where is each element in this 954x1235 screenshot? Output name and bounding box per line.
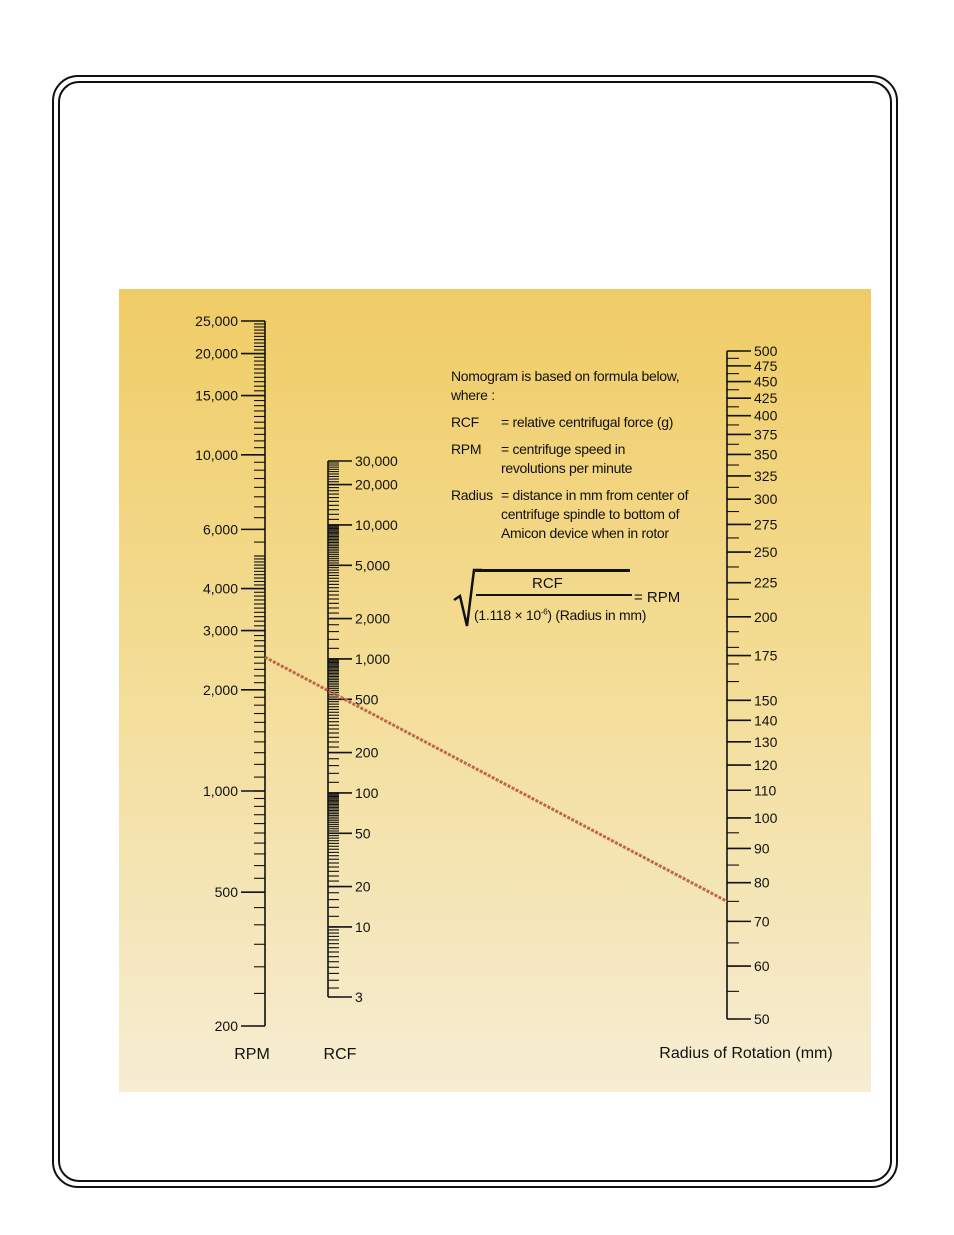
rpm-tick-label: 10,000 (195, 446, 238, 463)
radius-tick-label: 500 (754, 343, 778, 359)
radius-tick-label: 225 (754, 574, 778, 591)
rpm-tick-label: 15,000 (195, 387, 238, 404)
rpm-tick-label: 6,000 (202, 521, 238, 538)
rcf-tick-label: 10 (355, 918, 371, 935)
radius-tick-label: 250 (754, 544, 778, 561)
formula-result: = RPM (634, 589, 681, 606)
formula-denominator-end: ) (Radius in mm) (547, 607, 647, 623)
radius-tick-label: 175 (754, 647, 778, 664)
legend-rcf-term: RCF (451, 414, 479, 430)
legend-rpm-def: = centrifuge speed in revolutions per minute (501, 441, 633, 476)
rpm-axis-title: RPM (234, 1046, 270, 1063)
rpm-tick-label: 4,000 (202, 580, 238, 597)
rpm-tick-label: 500 (214, 884, 238, 901)
legend-intro: Nomogram is based on formula below, where : (451, 368, 680, 403)
rpm-scale (195, 313, 265, 1034)
example-alignment-line (265, 657, 727, 901)
rpm-formula (452, 566, 682, 630)
formula-denominator-start: (1.118 × 10 (474, 607, 541, 623)
rcf-tick-label: 50 (355, 825, 371, 842)
radius-tick-label: 200 (754, 608, 778, 625)
radius-tick-label: 110 (754, 782, 777, 799)
radius-tick-label: 300 (754, 491, 778, 508)
rpm-tick-label: 25,000 (195, 313, 238, 329)
formula-exponent: -6 (540, 607, 548, 617)
radius-tick-label: 400 (754, 407, 778, 424)
radius-tick-label: 130 (754, 733, 778, 750)
rcf-tick-label: 200 (355, 744, 379, 761)
rcf-tick-label: 3 (355, 989, 363, 1005)
radius-tick-label: 350 (754, 446, 778, 463)
radical-bar (474, 569, 630, 572)
radius-tick-label: 120 (754, 757, 778, 774)
radius-tick-label: 100 (754, 809, 778, 826)
rpm-tick-label: 1,000 (202, 783, 238, 799)
radius-axis-title: Radius of Rotation (mm) (659, 1045, 833, 1062)
radius-tick-label: 450 (754, 373, 778, 390)
rcf-axis-title: RCF (323, 1046, 357, 1063)
rpm-tick-label: 200 (214, 1018, 238, 1034)
radius-tick-label: 70 (754, 913, 770, 930)
rcf-tick-label: 30,000 (355, 453, 398, 469)
legend-rcf-def: = relative centrifugal force (g) (501, 414, 674, 430)
rcf-tick-label: 10,000 (355, 516, 398, 533)
radius-tick-label: 325 (754, 467, 778, 484)
rcf-tick-label: 500 (355, 691, 379, 708)
rcf-tick-label: 5,000 (355, 557, 391, 574)
legend-rpm (451, 440, 691, 478)
rcf-tick-label: 20 (355, 878, 371, 895)
radius-tick-label: 60 (754, 958, 770, 975)
fraction-bar (476, 594, 632, 596)
rpm-tick-label: 3,000 (202, 622, 238, 639)
radius-tick-label: 140 (754, 712, 778, 729)
rcf-tick-label: 2,000 (355, 610, 391, 627)
rpm-tick-label: 2,000 (202, 681, 238, 698)
rcf-tick-label: 100 (355, 784, 379, 801)
radius-tick-label: 90 (754, 840, 770, 857)
radius-tick-label: 150 (754, 692, 778, 709)
legend-radius-def: = distance in mm from center of centrifuge spindle to bottom of Amicon device when in rotor (501, 487, 689, 541)
radius-tick-label: 375 (754, 426, 778, 443)
radius-tick-label: 50 (754, 1011, 770, 1027)
legend-rcf (451, 413, 691, 432)
rcf-scale (328, 453, 398, 1005)
radius-tick-label: 425 (754, 390, 778, 407)
radius-tick-label: 275 (754, 516, 778, 533)
radius-tick-label: 475 (754, 357, 778, 374)
rcf-tick-label: 20,000 (355, 476, 398, 493)
legend-radius (451, 486, 691, 543)
legend-radius-term: Radius (451, 487, 493, 503)
rpm-tick-label: 20,000 (195, 345, 238, 362)
rcf-tick-label: 1,000 (355, 650, 391, 667)
legend-rpm-term: RPM (451, 441, 482, 457)
formula-legend (451, 367, 691, 543)
radius-scale (727, 343, 778, 1027)
formula-denominator (474, 607, 646, 623)
radius-tick-label: 80 (754, 874, 770, 891)
formula-numerator: RCF (532, 575, 563, 592)
